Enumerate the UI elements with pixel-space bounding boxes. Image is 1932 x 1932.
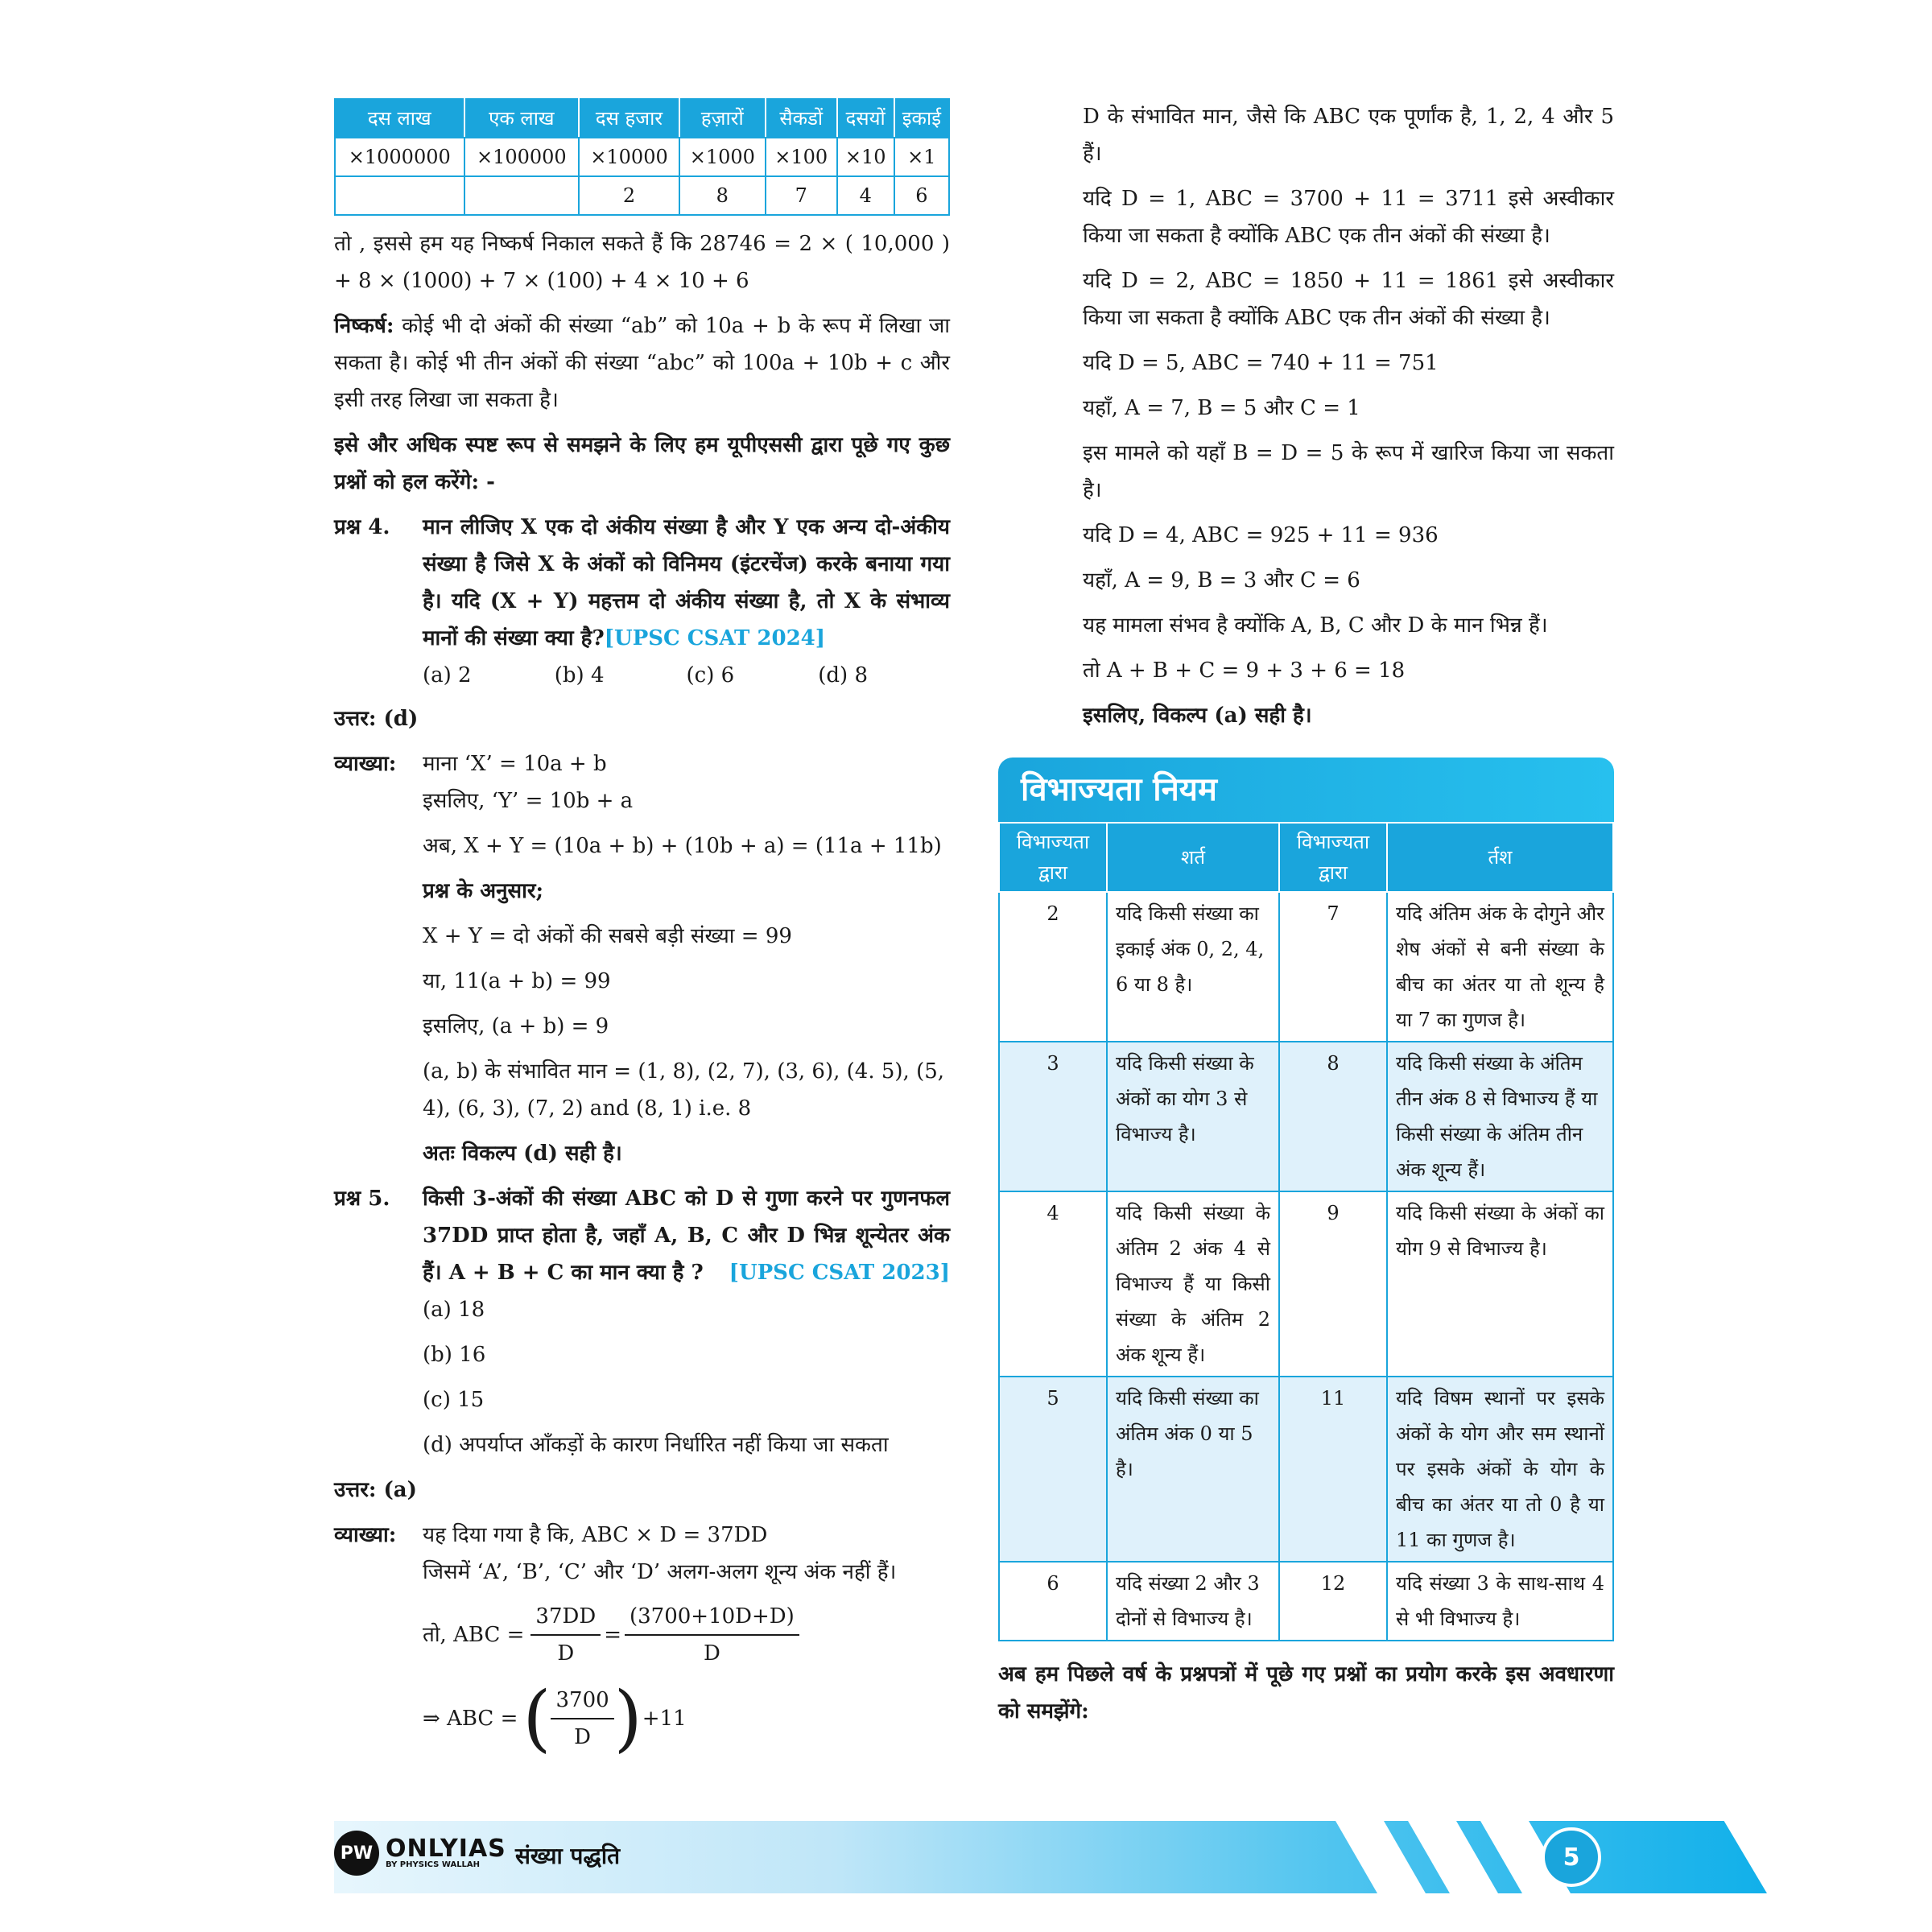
page-number: 5 [1542, 1827, 1601, 1887]
rules-condition: यदि अंतिम अंक के दोगुने और शेष अंकों से बनी संख्या के बीच का अंतर या तो शून्य है या 7 का गुणज है। [1387, 892, 1613, 1042]
rules-divisor: 5 [999, 1377, 1107, 1562]
right-line: यदि D = 1, ABC = 3700 + 11 = 3711 इसे अस्वीकार किया जा सकता है क्योंकि ABC एक तीन अंकों की संख्या है। [1083, 187, 1614, 248]
fraction-denominator: D [557, 1641, 575, 1666]
option: (b) 4 [554, 663, 605, 687]
rules-condition: यदि किसी संख्या का अंतिम अंक 0 या 5 है। [1107, 1377, 1279, 1562]
pv-multiplier: ×1 [894, 138, 949, 176]
onlyias-logo [334, 1831, 506, 1876]
rules-condition: यदि किसी संख्या के अंतिम तीन अंक 8 से विभाज्य हैं या किसी संख्या के अंतिम तीन अंक शून्य हैं। [1387, 1042, 1613, 1191]
rules-divisor: 4 [999, 1191, 1107, 1377]
question-number: प्रश्न 4. [334, 515, 390, 539]
rules-header: शर्त [1107, 823, 1279, 892]
place-value-conclusion: तो , इससे हम यह निष्कर्ष निकाल सकते हैं कि 28746 = 2 × ( 10,000 ) + 8 × (1000) + 7 × (100) + 4 × 10 + 6 [334, 232, 950, 293]
pv-digit: 2 [579, 176, 679, 215]
rules-divisor: 8 [1279, 1042, 1387, 1191]
question-5 [334, 1180, 950, 1291]
brand-text [386, 1837, 506, 1869]
explanation [334, 745, 950, 782]
right-line: यदि D = 4, ABC = 925 + 11 = 936 [1083, 523, 1439, 547]
right-line: D के संभावित मान, जैसे कि ABC एक पूर्णांक है, 1, 2, 4 और 5 हैं। [1083, 105, 1614, 166]
parenthesized-fraction [522, 1676, 642, 1761]
fraction-denominator: D [703, 1641, 720, 1666]
pw-logo-icon: PW [334, 1831, 379, 1876]
explanation [334, 1517, 950, 1554]
fraction [530, 1599, 601, 1671]
pv-multiplier: ×1000000 [335, 138, 464, 176]
equation-suffix: +11 [642, 1707, 687, 1731]
place-value-digit-row [335, 176, 949, 215]
explanation-line: माना ‘X’ = 10a + b [423, 752, 607, 776]
right-line: यहाँ, A = 9, B = 3 और C = 6 [1083, 568, 1360, 592]
option: (c) 15 [423, 1388, 485, 1412]
rules-row [999, 1042, 1613, 1191]
question-number: प्रश्न 5. [334, 1187, 390, 1211]
question-text-wrap [423, 1180, 950, 1291]
rules-row [999, 892, 1613, 1042]
pv-multiplier: ×100 [766, 138, 837, 176]
place-value-multiplier-row [335, 138, 949, 176]
explanation-line: अब, X + Y = (10a + b) + (10b + a) = (11a + 11b) [423, 834, 942, 858]
answer: उत्तर: (a) [334, 1478, 417, 1502]
explanation-body [334, 1554, 950, 1761]
pv-digit [335, 176, 464, 215]
conclusion-text: कोई भी दो अंकों की संख्या “ab” को 10a + b के रूप में लिखा जा सकता है। कोई भी तीन अंकों की संख्या “abc” को 100a + 10b + c और इसी तरह लिखा जा सकता है। [334, 314, 950, 412]
rules-condition: यदि विषम स्थानों पर इसके अंकों के योग और सम स्थानों पर इसके अंकों के योग के बीच का अंतर या तो 0 है या 11 का गुणज है। [1387, 1377, 1613, 1562]
pv-multiplier: ×10000 [579, 138, 679, 176]
option: (b) 16 [423, 1343, 486, 1367]
pv-header: हज़ारों [679, 99, 766, 138]
option: (a) 2 [423, 663, 472, 687]
fraction-numerator: 3700 [551, 1682, 613, 1719]
rules-divisor: 9 [1279, 1191, 1387, 1377]
conclusion-label: निष्कर्ष: [334, 314, 394, 338]
pv-header: इकाई [894, 99, 949, 138]
equation-1 [423, 1599, 950, 1671]
rules-divisor: 7 [1279, 892, 1387, 1042]
rules-condition: यदि संख्या 2 और 3 दोनों से विभाज्य है। [1107, 1562, 1279, 1641]
fraction-numerator: 37DD [530, 1599, 601, 1636]
pv-digit: 6 [894, 176, 949, 215]
intro-paragraph: इसे और अधिक स्पष्ट रूप से समझने के लिए हम यूपीएससी द्वारा पूछे गए कुछ प्रश्नों को हल करेंगे: - [334, 433, 950, 494]
fraction-numerator: (3700+10D+D) [625, 1599, 799, 1636]
question-text: मान लीजिए X एक दो अंकीय संख्या है और Y एक अन्य दो-अंकीय संख्या है जिसे X के अंकों को विनिमय (इंटरचेंज) करके बनाया गया है। यदि (X + Y) महत्तम दो अंकीय संख्या है, तो X के संभाव्य मानों की संख्या क्या है? [423, 515, 950, 650]
rules-header: विभाज्यता द्वारा [999, 823, 1107, 892]
exam-citation: [UPSC CSAT 2024] [604, 626, 826, 650]
equation-prefix: तो, ABC = [423, 1623, 525, 1647]
explanation-line: यह दिया गया है कि, ABC × D = 37DD [423, 1523, 768, 1547]
right-conclusion: इसलिए, विकल्प (a) सही है। [1083, 704, 1312, 728]
explanation-line: इसलिए, (a + b) = 9 [423, 1014, 609, 1038]
left-column [334, 98, 950, 1761]
pv-multiplier: ×100000 [464, 138, 580, 176]
pv-digit: 4 [837, 176, 894, 215]
closing-paragraph: अब हम पिछले वर्ष के प्रश्नपत्रों में पूछे गए प्रश्नों का प्रयोग करके इस अवधारणा को समझेंगे: [998, 1662, 1614, 1724]
per-question-heading: प्रश्न के अनुसार; [423, 879, 544, 903]
pv-digit: 8 [679, 176, 766, 215]
explanation-line: (a, b) के संभावित मान = (1, 8), (2, 7), (3, 6), (4. 5), (5, 4), (6, 3), (7, 2) and (8, 1) i.e. 8 [423, 1059, 945, 1121]
right-line: इस मामले को यहाँ B = D = 5 के रूप में खारिज किया जा सकता है। [1083, 441, 1614, 502]
option: (c) 6 [686, 663, 735, 687]
option: (a) 18 [423, 1298, 485, 1322]
question-4 [334, 509, 950, 657]
rules-divisor: 3 [999, 1042, 1107, 1191]
rules-condition: यदि किसी संख्या के अंकों का योग 9 से विभाज्य है। [1387, 1191, 1613, 1377]
right-line: यदि D = 5, ABC = 740 + 11 = 751 [1083, 351, 1439, 375]
equation-2 [423, 1676, 950, 1761]
brand-name: ONLYIAS [386, 1835, 506, 1863]
divisibility-rules-table [998, 822, 1614, 1641]
pv-header: दस लाख [335, 99, 464, 138]
left-paren: ( [522, 1676, 551, 1761]
divisibility-rules-title: विभाज्यता नियम [998, 758, 1614, 822]
equals-sign: = [604, 1623, 621, 1647]
explanation-label: व्याख्या: [334, 752, 397, 776]
rules-row [999, 1562, 1613, 1641]
right-column [1083, 98, 1614, 742]
explanation-body [334, 782, 950, 1172]
exam-citation: [UPSC CSAT 2023] [729, 1261, 950, 1285]
conclusion-paragraph [334, 308, 950, 419]
fraction [625, 1599, 799, 1671]
pv-header: सैकडों [766, 99, 837, 138]
rules-divisor: 6 [999, 1562, 1107, 1641]
fraction-denominator: D [574, 1725, 591, 1749]
answer: उत्तर: (d) [334, 707, 419, 731]
pv-header: दस हजार [579, 99, 679, 138]
right-line: यह मामला संभव है क्योंकि A, B, C और D के मान भिन्न हैं। [1083, 613, 1548, 638]
rules-header: विभाज्यता द्वारा [1279, 823, 1387, 892]
option: (d) 8 [818, 663, 868, 687]
question-4-options [334, 657, 950, 694]
brand-subtitle: BY PHYSICS WALLAH [386, 1860, 481, 1869]
rules-condition: यदि किसी संख्या के अंतिम 2 अंक 4 से विभाज्य हैं या किसी संख्या के अंतिम 2 अंक शून्य हैं। [1107, 1191, 1279, 1377]
question-text: किसी 3-अंकों की संख्या ABC को D से गुणा करने पर गुणनफल 37DD प्राप्त होता है, जहाँ A, B, C और D भिन्न शून्येतर अंक हैं। A + B + C का मान क्या है ? [423, 1187, 950, 1285]
right-paren: ) [613, 1676, 642, 1761]
pv-digit: 7 [766, 176, 837, 215]
pv-digit [464, 176, 580, 215]
divisibility-rules-box [998, 745, 1614, 1738]
option: (d) अपर्याप्त आँकड़ों के कारण निर्धारित नहीं किया जा सकता [423, 1433, 889, 1457]
equation-prefix: ⇒ ABC = [423, 1707, 518, 1731]
page-footer [334, 1821, 1767, 1893]
pv-multiplier: ×1000 [679, 138, 766, 176]
pv-header: एक लाख [464, 99, 580, 138]
question-5-options [334, 1291, 950, 1463]
place-value-table [334, 98, 950, 216]
explanation-line: या, 11(a + b) = 99 [423, 969, 611, 993]
rules-divisor: 11 [1279, 1377, 1387, 1562]
rules-condition: यदि किसी संख्या का इकाई अंक 0, 2, 4, 6 या 8 है। [1107, 892, 1279, 1042]
pv-header: दसयों [837, 99, 894, 138]
rules-row [999, 1191, 1613, 1377]
rules-row [999, 1377, 1613, 1562]
right-line: यहाँ, A = 7, B = 5 और C = 1 [1083, 396, 1360, 420]
pv-multiplier: ×10 [837, 138, 894, 176]
right-line: यदि D = 2, ABC = 1850 + 11 = 1861 इसे अस्वीकार किया जा सकता है क्योंकि ABC एक तीन अंकों की संख्या है। [1083, 269, 1614, 330]
explanation-line: जिसमें ‘A’, ‘B’, ‘C’ और ‘D’ अलग-अलग शून्य अंक नहीं हैं। [423, 1560, 897, 1584]
chapter-title: संख्या पद्धति [515, 1843, 621, 1869]
question-text-wrap [423, 509, 950, 657]
explanation-line: इसलिए, ‘Y’ = 10b + a [423, 789, 634, 813]
explanation-label: व्याख्या: [334, 1523, 397, 1547]
rules-divisor: 12 [1279, 1562, 1387, 1641]
rules-header-row [999, 823, 1613, 892]
fraction [551, 1682, 613, 1755]
right-line: तो A + B + C = 9 + 3 + 6 = 18 [1083, 658, 1406, 683]
place-value-header-row [335, 99, 949, 138]
rules-condition: यदि संख्या 3 के साथ-साथ 4 से भी विभाज्य है। [1387, 1562, 1613, 1641]
rules-condition: यदि किसी संख्या के अंकों का योग 3 से विभाज्य है। [1107, 1042, 1279, 1191]
rules-header: र्तश [1387, 823, 1613, 892]
rules-divisor: 2 [999, 892, 1107, 1042]
explanation-conclusion: अतः विकल्प (d) सही है। [423, 1141, 622, 1166]
explanation-line: X + Y = दो अंकों की सबसे बड़ी संख्या = 99 [423, 924, 792, 948]
